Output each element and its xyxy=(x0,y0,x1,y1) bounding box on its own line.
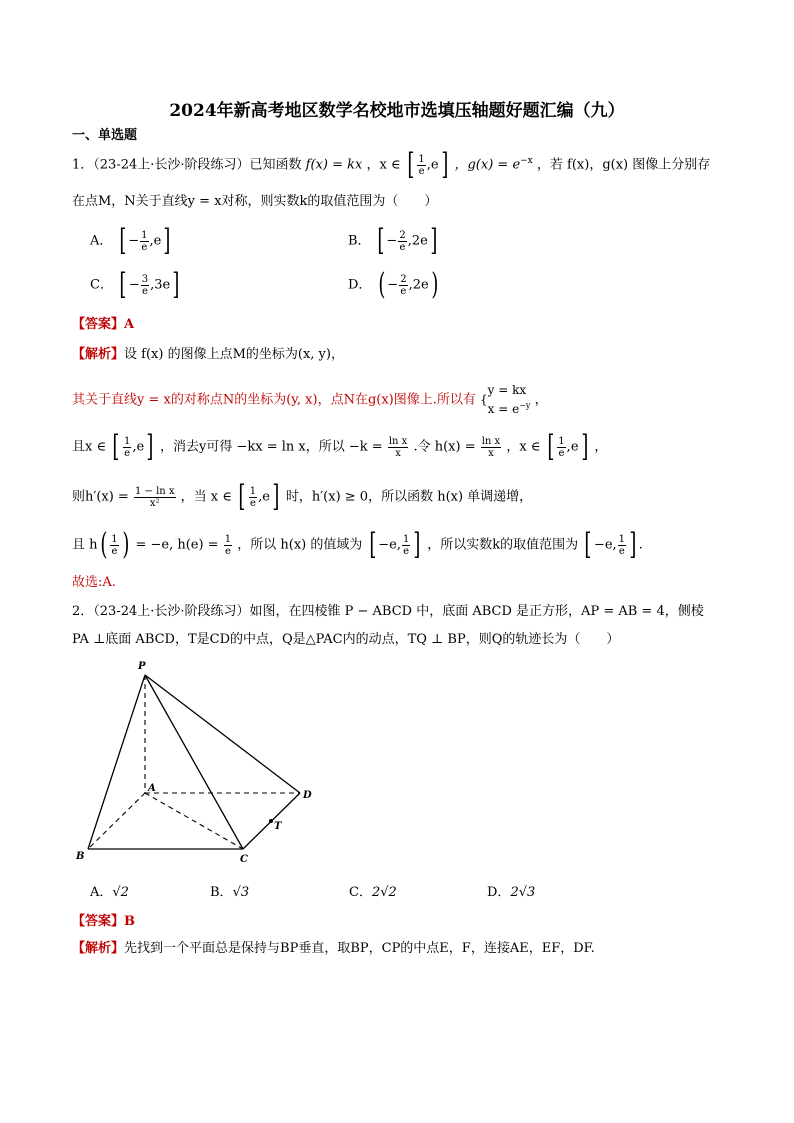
q1-stem-line2: 在点M，N关于直线y = x对称，则实数k的取值范围为（ ） xyxy=(72,194,438,209)
q1-option-a[interactable]: A． [ − $\frac{1}{e}$ ,e] xyxy=(90,223,171,258)
q1-function-f: f(x) = kx xyxy=(305,157,363,173)
q2-solution-line1: 【解析】先找到一个平面总是保持与BP垂直，取BP，CP的中点E，F，连接AE，EF，DF. xyxy=(72,941,595,956)
q1-option-d[interactable]: D． ( − $\frac{2}{e}$ ,2e) xyxy=(348,267,439,302)
pyramid-figure xyxy=(70,655,330,865)
q1-option-b[interactable]: B． [ − $\frac{2}{e}$ ,2e] xyxy=(348,223,438,258)
edge-pb xyxy=(88,675,145,849)
label-d: D xyxy=(303,790,312,801)
q2-stem-line1: 2．（23-24上·长沙·阶段练习）如图，在四棱锥 P − ABCD 中，底面 ABCD 是正方形，AP = AB = 4，侧棱 xyxy=(72,604,704,619)
q1-solution-line3: 且x ∈ [ $\frac{1}{e}$ ,e] ，消去y可得 −kx = ln x，所以 −k = $\frac{\text{ln x}}{x}$ .令 h(x) = $\frac{\text{ln x}}{x}$ ，x ∈ [ $\frac{1}{e}$ ,e] ， xyxy=(72,429,608,464)
q1-answer: 【答案】A xyxy=(72,317,135,332)
fraction-1-over-e: $\frac{1}{e}$ xyxy=(418,153,425,177)
bracket-left: [ xyxy=(407,147,415,182)
label-b: B xyxy=(76,851,85,862)
q2-option-a[interactable]: A．√2 xyxy=(90,885,129,900)
q1-solution-line4: 则h′(x) = $\frac{\text{1 − ln x}}{\text{x²}}$ ，当 x ∈ [ $\frac{1}{e}$ ,e] 时，h′(x) ≥ 0，所以函数 h(x) 单调递增， xyxy=(72,479,533,514)
q2-option-b[interactable]: B．√3 xyxy=(210,885,250,900)
q1-stem-part: ，若 f(x)，g(x) 图像上分别存 xyxy=(536,157,711,173)
edge-ac xyxy=(145,793,243,849)
q1-option-c[interactable]: C． [ − $\frac{3}{e}$ ,3e] xyxy=(90,267,180,302)
q2-answer: 【答案】B xyxy=(72,914,136,929)
section-heading: 一、单选题 xyxy=(72,128,138,143)
q1-stem-part: 1．（23-24上·长沙·阶段练习）已知函数 xyxy=(72,157,302,173)
q1-function-g: ，g(x) = e xyxy=(454,157,521,173)
q2-option-c[interactable]: C．2√2 xyxy=(349,885,397,900)
edge-pd xyxy=(145,675,300,793)
page-title: 2024年新高考地区数学名校地市选填压轴题好题汇编（九） xyxy=(169,101,625,121)
q1-stem-part: ，x ∈ xyxy=(366,157,401,173)
equation-system: { y = kx $x = e^{-y}$ xyxy=(480,383,531,416)
q1-conclusion: 故选:A. xyxy=(72,575,116,590)
q2-stem-line2: PA ⊥底面 ABCD，T是CD的中点，Q是△PAC内的动点，TQ ⊥ BP，则Q的轨迹长为（ ） xyxy=(72,632,620,647)
label-t: T xyxy=(274,821,282,832)
bracket-right: ] xyxy=(440,147,448,182)
point-t xyxy=(269,819,273,823)
label-a: A xyxy=(148,783,156,794)
edge-pc xyxy=(145,675,243,849)
q1-solution-line2: 其关于直线y = x的对称点N的坐标为(y, x)，点N在g(x)图像上.所以有 { y = kx $x = e^{-y}$ ， xyxy=(72,383,548,416)
label-p: P xyxy=(138,661,146,672)
q1-stem-line1: 1．（23-24上·长沙·阶段练习）已知函数 f(x) = kx ，x ∈ [ $\frac{1}{e}$ ,e] ，$g(x) = e^{-x}$ ，若 f(x)，g(x) 图像上分别存 xyxy=(72,147,711,182)
q2-option-d[interactable]: D．2√3 xyxy=(487,885,536,900)
q1-solution-line1: 【解析】设 f(x) 的图像上点M的坐标为(x, y)， xyxy=(72,347,344,362)
label-c: C xyxy=(240,854,248,865)
q1-solution-line5: 且 h( $\frac{1}{e}$ ) = −e, h(e) = $\frac{1}{e}$ ，所以 h(x) 的值域为 [ −e, $\frac{1}{e}$ ] ，所以实数k的取值范围为 [ −e, $\frac{1}{e}$ ] . xyxy=(72,527,643,562)
